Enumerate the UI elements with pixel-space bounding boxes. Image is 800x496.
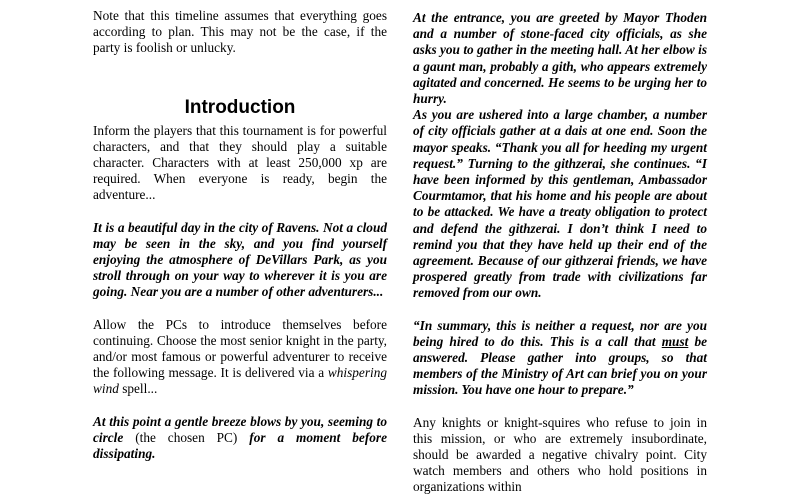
read-aloud-entrance: At the entrance, you are greeted by Mayor Thoden and a number of stone-faced city officials, as she asks you to gather in the meeting hall. At her elbow is a gaunt man, probably a gith, who appears extremely agitated and concerned. He seems to be urging her to hurry. xyxy=(413,10,707,107)
allow-text: Allow the PCs to introduce themselves before continuing. Choose the most senior knight in the party, and/or most famous or powerful adventurer to receive the following message. It is delivered via a xyxy=(93,316,387,381)
breeze-text-b: (the chosen PC) xyxy=(123,429,250,445)
summary-must: must xyxy=(661,333,689,349)
read-aloud-chamber: As you are ushered into a large chamber, a number of city officials gather at a dais at one end. Soon the mayor speaks. “Thank you all for heeding my urgent request.” Turning to the githzerai, she continues. “I have been informed by this gentleman, Ambassador Courmtamor, that his home and his people are about to be attacked. We have a treaty obligation to protect and defend the githzerai. I don’t think I need to remind you that they have held up their end of the agreement. Because of our githzerai friends, we have prospered greatly from trade with civilizations far removed from our own. xyxy=(413,107,707,301)
allow-end: spell... xyxy=(118,381,158,397)
left-column xyxy=(93,8,387,462)
intro-paragraph: Inform the players that this tournament is for powerful characters, and that they should play a suitable character. Characters with at least 250,000 xp are required. When everyone is ready, begin the adventure... xyxy=(93,122,387,203)
summary-text-a: “In summary, this is neither a request, nor are you being hired to do this. This is a call that xyxy=(413,317,707,349)
summary-text-b: be answered. Please gather into groups, so that members of the Ministry of Art can brief you on your mission. You have one hour to prepare.” xyxy=(413,333,708,398)
right-column xyxy=(413,10,707,496)
allow-paragraph xyxy=(93,317,387,398)
introduction-heading: Introduction xyxy=(184,96,296,118)
timeline-note: Note that this timeline assumes that everything goes according to plan. This may not be the case, if the party is foolish or unlucky. xyxy=(93,8,387,56)
read-aloud-park: It is a beautiful day in the city of Ravens. Not a cloud may be seen in the sky, and you find yourself enjoying the atmosphere of DeVillars Park, as you stroll through on your way to wherever it is you are going. Near you are a number of other adventurers... xyxy=(93,219,387,300)
knights-paragraph: Any knights or knight-squires who refuse to join in this mission, or who are extremely insubordinate, should be awarded a negative chivalry point. City watch members and others who hold positions in organizations within xyxy=(413,414,707,495)
breeze-paragraph xyxy=(93,414,387,463)
spell-name: whispering wind xyxy=(93,365,387,397)
breeze-text-c: for a moment before dissipating. xyxy=(93,429,387,462)
breeze-text-a: At this point a gentle breeze blows by you, seeming to circle xyxy=(93,413,387,445)
read-aloud-summary xyxy=(413,318,707,399)
